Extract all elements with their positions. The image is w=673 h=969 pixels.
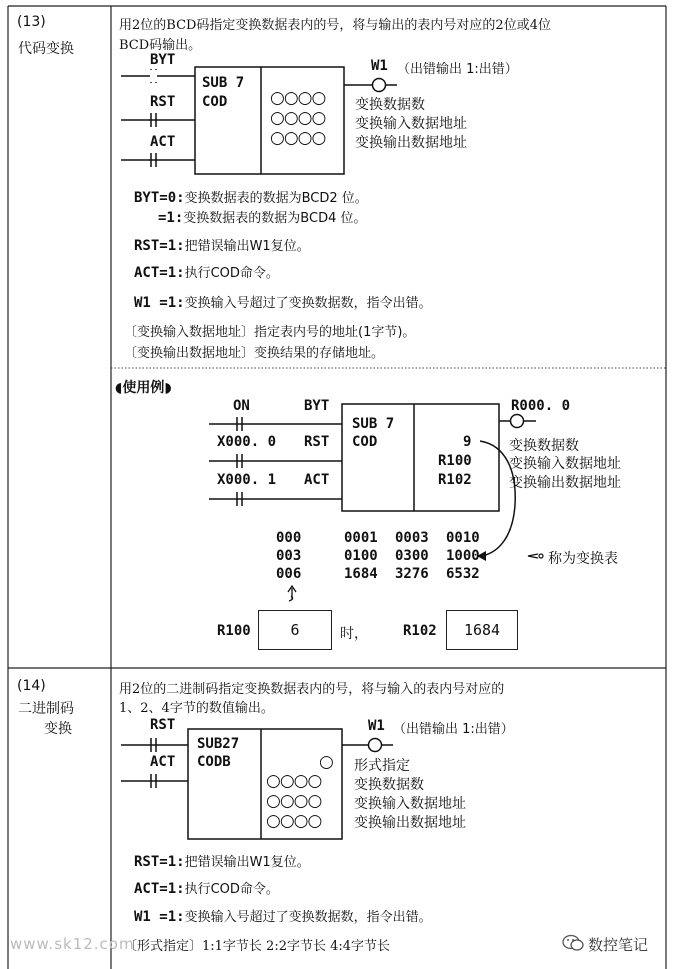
sec14-coil-note: （出错输出 1:出错） [393, 722, 514, 737]
table-cell: 0001 [344, 530, 378, 546]
section-14-desc-line1: 用2位的二进制码指定变换数据表内的号，将与输入的表内号对应的 [119, 682, 505, 697]
sec14-circle-single: ○ [319, 752, 334, 772]
sec14-param-format: 形式指定 [354, 758, 410, 774]
param-circles-row2: ○○○○ [270, 108, 326, 128]
example-input-byt: BYT [304, 398, 330, 414]
table-cell: 0003 [395, 530, 429, 546]
watermark-text: www.sk12.com [10, 935, 135, 953]
sec14-contact-act: ACT [150, 754, 176, 770]
section-14-title-line1: 二进制码 [18, 701, 74, 717]
r100-value-box: 6 [258, 610, 332, 650]
sec14-param-input: 变换输入数据地址 [354, 796, 466, 812]
example-param-input: 变换输入数据地址 [509, 456, 621, 472]
note-key: W1 =1: [134, 909, 185, 925]
example-coil-r0000: R000. 0 [511, 398, 571, 414]
table-cell: 6532 [446, 566, 480, 582]
note-text: 把错误输出W1复位。 [184, 855, 310, 870]
table-cell: 1684 [344, 566, 378, 582]
coil-w1-label: W1 [371, 58, 388, 74]
section-13-desc-line2: BCD码输出。 [119, 38, 202, 53]
contact-rst-label: RST [150, 94, 176, 110]
note-key: =1: [158, 210, 184, 226]
note-key: RST=1: [134, 238, 185, 254]
note-act [134, 262, 279, 281]
table-cell: 0100 [344, 548, 378, 564]
note-text: 把错误输出W1复位。 [184, 239, 310, 254]
param-circles-row1: ○○○○ [270, 88, 326, 108]
sec14-format-note: 〔形式指定〕1:1字节长 2:2字节长 4:4字节长 [124, 939, 391, 954]
note-key: W1 =1: [134, 295, 185, 311]
table-index-003: 003 [276, 548, 302, 564]
note-byt1 [158, 207, 366, 226]
example-input-rst: RST [304, 434, 330, 450]
note-key: ACT=1: [134, 265, 185, 281]
table-index-006: 006 [276, 566, 302, 582]
when-text: 时， [340, 626, 368, 642]
note-text: 执行COD命令。 [184, 882, 279, 897]
table-cell: 3276 [395, 566, 429, 582]
param-circles-row3: ○○○○ [270, 128, 326, 148]
example-block-cod: COD [352, 434, 378, 450]
bracket-input-note: 〔变换输入数据地址〕指定表内号的地址(1字节)。 [124, 325, 416, 340]
section-13-title: 代码变换 [18, 41, 74, 57]
table-index-000: 000 [276, 530, 302, 546]
example-input-act: ACT [304, 472, 330, 488]
example-param-output: 变换输出数据地址 [509, 475, 621, 491]
note-w1 [134, 292, 432, 311]
note-text: 变换数据表的数据为BCD2 位。 [184, 191, 368, 206]
sec14-coil-w1: W1 [368, 718, 385, 734]
sec14-contact-rst: RST [150, 717, 176, 733]
sec14-note-w1 [134, 906, 432, 925]
contact-act-label: ACT [150, 134, 176, 150]
section-13-number: (13) [17, 14, 46, 30]
r102-value-box: 1684 [446, 610, 518, 650]
r102-label: R102 [403, 623, 437, 639]
block-cod-label: COD [202, 94, 228, 110]
section-14-number: (14) [17, 678, 46, 694]
note-text: 变换输入号超过了变换数据数，指令出错。 [184, 296, 432, 311]
example-value-r100: R100 [438, 453, 472, 469]
note-text: 执行COD命令。 [184, 266, 279, 281]
example-contact-on: ON [233, 398, 250, 414]
contact-byt-label: BYT [150, 52, 176, 68]
table-note: 称为变换表 [548, 551, 618, 567]
sec14-circles-row1: ○○○○ [266, 771, 322, 791]
section-13-desc-line1: 用2位的BCD码指定变换数据表内的号，将与输出的表内号对应的2位或4位 [119, 18, 551, 33]
sec14-circles-row2: ○○○○ [266, 791, 322, 811]
note-text: 变换输入号超过了变换数据数，指令出错。 [184, 910, 432, 925]
table-cell: 0300 [395, 548, 429, 564]
sec14-block-sub27: SUB27 [197, 736, 240, 752]
note-key: BYT=0: [134, 190, 185, 206]
r100-label: R100 [217, 623, 251, 639]
table-cell: 0010 [446, 530, 480, 546]
block-sub7-label: SUB 7 [202, 75, 245, 91]
example-contact-x0001: X000. 1 [217, 472, 277, 488]
note-rst [134, 235, 310, 254]
section-14-title-line2: 变换 [44, 721, 72, 737]
example-block-sub7: SUB 7 [352, 416, 395, 432]
sec14-note-act [134, 878, 279, 897]
note-text: 变换数据表的数据为BCD4 位。 [183, 211, 367, 226]
sec14-note-rst [134, 851, 310, 870]
sec14-param-count: 变换数据数 [354, 777, 424, 793]
example-value-count: 9 [463, 434, 472, 450]
logo-text: 数控笔记 [588, 936, 649, 954]
section-14-desc-line2: 1、2、4字节的数值输出。 [119, 701, 274, 716]
example-contact-x0000: X000. 0 [217, 434, 277, 450]
note-key: RST=1: [134, 854, 185, 870]
note-key: ACT=1: [134, 881, 185, 897]
sec14-block-codb: CODB [197, 754, 231, 770]
example-param-count: 变换数据数 [509, 438, 579, 454]
coil-w1-note: （出错输出 1:出错） [397, 62, 518, 77]
note-byt0 [134, 187, 368, 206]
param-label-input: 变换输入数据地址 [355, 116, 467, 132]
example-value-r102: R102 [438, 472, 472, 488]
bracket-output-note: 〔变换输出数据地址〕变换结果的存储地址。 [124, 346, 385, 361]
param-label-count: 变换数据数 [355, 97, 425, 113]
sec14-circles-row3: ○○○○ [266, 811, 322, 831]
param-label-output: 变换输出数据地址 [355, 135, 467, 151]
wechat-icon [562, 934, 584, 956]
table-cell: 1000 [446, 548, 480, 564]
example-heading: ◖使用例◗ [115, 380, 172, 396]
sec14-param-output: 变换输出数据地址 [354, 815, 466, 831]
